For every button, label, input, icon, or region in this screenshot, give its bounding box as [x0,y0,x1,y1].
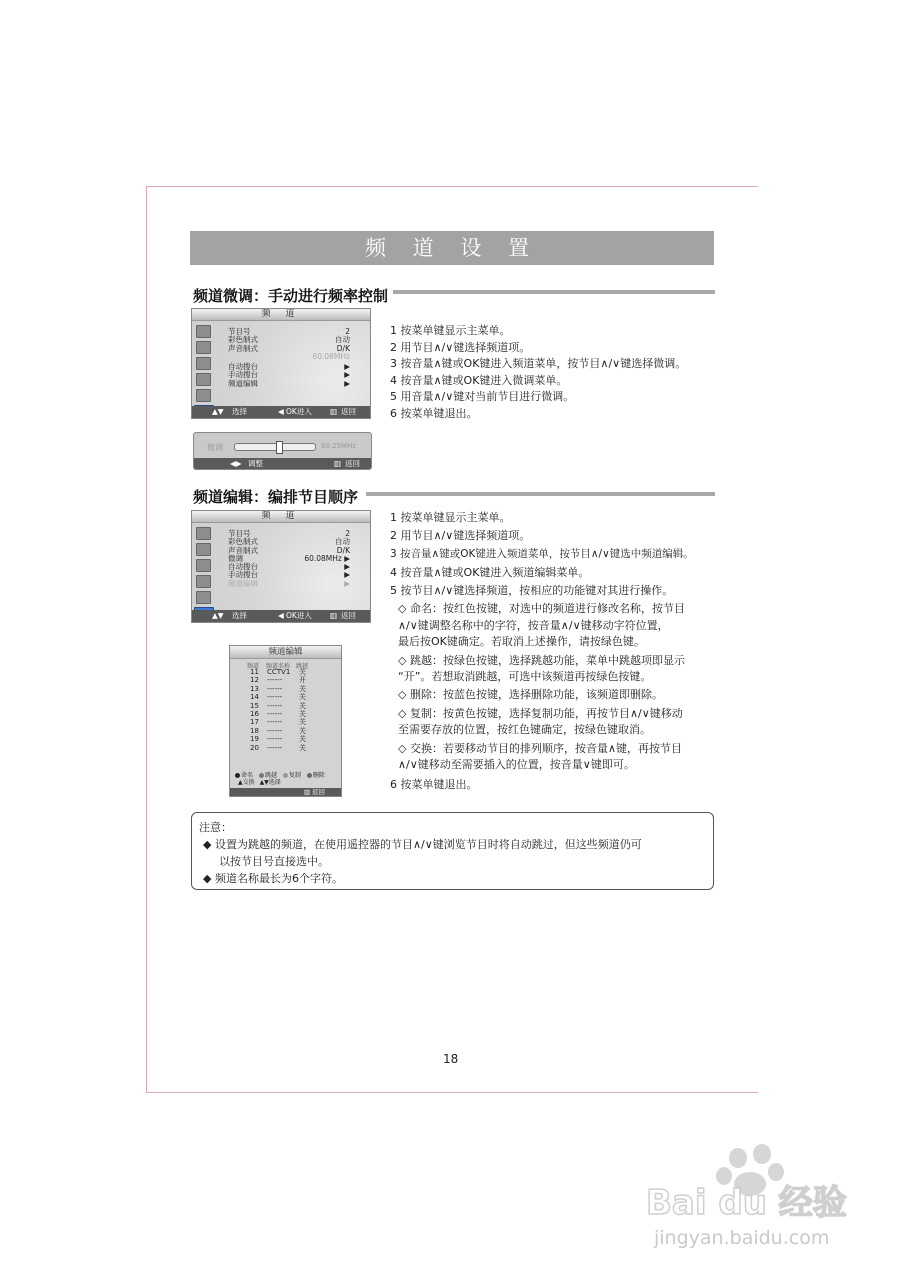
cell-ch: 17 [250,718,259,727]
col-name: 频道名称 [266,663,291,670]
top-rule [146,186,758,187]
sub-line: ◇ 删除：按蓝色按键，选择删除功能，该频道即删除。 [398,688,663,701]
step: 5 按节目∧/∨键选择频道，按相应的功能键对其进行操作。 [390,584,674,597]
step: 5 用音量∧/∨键对当前节目进行微调。 [390,390,575,403]
swap-icon: ▲ [238,779,243,786]
cell-skip: 关 [299,718,306,727]
cell-ch: 16 [250,709,259,718]
menu-icon-column [195,325,213,419]
menu-icon-column [195,527,213,623]
sub-line: “开”。若想取消跳越，可选中该频道再按绿色按键。 [398,670,652,683]
step: 2 用节目∧/∨键选择频道项。 [390,529,531,542]
sub-line: ◇ 命名：按红色按键，对选中的频道进行修改名称，按节目 [398,602,685,615]
menu-row-value: ▶ [344,370,350,380]
menu-footer [192,610,370,622]
cell-ch: 11 [250,668,259,676]
menu-row[interactable] [228,580,350,588]
sound-icon [196,341,211,354]
red-key-icon [235,773,240,778]
menu-row[interactable] [228,380,350,388]
bottom-rule [146,1092,758,1093]
cell-skip: 关 [299,709,306,718]
key-swap: 交换 [242,779,255,786]
cell-skip: 关 [299,701,306,710]
menu-key-icon: ▥ [330,611,338,620]
step: 3 按音量∧键或OK键进入频道菜单，按节目∧/∨键选择微调。 [390,357,687,370]
step: 2 用节目∧/∨键选择频道项。 [390,341,531,354]
step: 1 按菜单键显示主菜单。 [390,511,511,524]
note-title: 注意： [199,821,232,834]
menu-row-label: 微调 [228,553,243,563]
menu-row-value: 60.08MHz ▶ [304,553,350,563]
menu-row-label: 频道编辑 [228,578,258,588]
sub-line: 最后按OK键确定。若取消上述操作，请按绿色键。 [398,635,645,648]
footer-ok: OK进入 [286,407,312,416]
footer-back: 返回 [312,788,325,796]
page-title: 频 道 设 置 [190,231,714,265]
table-row[interactable] [230,744,341,752]
ok-icon: ◀ [278,611,284,620]
clock-icon [196,357,211,370]
cell-name: ------ [267,718,283,727]
updown-icon: ▲▼ [212,407,224,416]
menu-row-value: 自动 [335,335,350,345]
cell-name: ------ [267,735,283,744]
menu-rows [228,328,350,388]
menu-row-value: 自动 [335,537,350,547]
setup-icon [196,373,211,386]
green-key-icon [259,773,264,778]
section2-rule [366,492,715,496]
cell-skip: 关 [299,668,306,676]
menu-row-label: 彩色制式 [228,537,258,547]
edit-footer [230,788,341,796]
cell-ch: 15 [250,701,259,710]
footer-back: 返回 [345,459,360,468]
watermark-url: jingyan.baidu.com [654,1227,830,1249]
menu-row-value: ▶ [344,570,350,580]
screen-icon [196,591,211,604]
menu-row-label: 彩色制式 [228,335,258,345]
menu-row-label: 手动搜台 [228,370,258,380]
sub-line: ◇ 交换：若要移动节目的排列顺序，按音量∧键，再按节目 [398,742,683,755]
menu-row-label: 声音制式 [228,343,258,353]
menu-rows [228,530,350,588]
table-row[interactable] [230,702,341,710]
screen-icon [196,389,211,402]
cell-name: CCTV1 [267,668,291,676]
cell-name: ------ [267,684,283,693]
menu-row-value: ▶ [344,362,350,372]
footer-back: 返回 [341,407,356,416]
sub-line: ◇ 跳越：按绿色按键，选择跳越功能，菜单中跳越项即显示 [398,654,685,667]
select-icon: ▲▼ [259,779,269,786]
edit-rows [230,668,341,752]
picture-icon [196,325,211,338]
table-row[interactable] [230,710,341,718]
menu-row-label: 声音制式 [228,545,258,555]
finetune-label: 微调 [207,443,223,452]
updown-icon: ▲▼ [212,611,224,620]
section2-heading: 频道编辑：编排节目顺序 [193,488,359,506]
step: 3 按音量∧键或OK键进入频道菜单，按节目∧/∨键选中频道编辑。 [390,548,694,560]
table-row[interactable] [230,685,341,693]
page-number: 18 [443,1052,459,1066]
cell-skip: 关 [299,726,306,735]
menu-row[interactable] [228,353,350,361]
channel-menu-1 [191,308,371,419]
cell-name: ------ [267,743,283,752]
table-row[interactable] [230,676,341,684]
menu-row-label: 节目号 [228,327,251,336]
step: 6 按菜单键退出。 [390,778,478,791]
finetune-footer [194,458,371,469]
table-row[interactable] [230,693,341,701]
menu-header: 频 道 [192,511,370,523]
note-line: ◆ 频道名称最长为6个字符。 [203,872,343,885]
menu-row-value: ▶ [344,378,350,388]
menu-row-value: 2 [345,529,350,538]
menu-header: 频 道 [192,309,370,321]
cell-name: ------ [267,701,283,710]
key-select: 选择 [268,779,281,786]
table-row[interactable] [230,718,341,726]
cell-name: ------ [267,709,283,718]
cell-skip: 关 [299,743,306,752]
menu-row-value: 60.08MHz [312,351,350,361]
clock-icon [196,559,211,572]
sub-line: ◇ 复制：按黄色按键，选择复制功能，再按节目∧/∨键移动 [398,707,683,720]
finetune-slider[interactable] [234,443,316,451]
finetune-panel [193,432,372,470]
key-copy: 复制 [288,772,301,779]
col-channel: 频道 [247,663,260,670]
footer-select: 选择 [232,407,247,416]
menu-row-label: 手动搜台 [228,570,258,580]
baidu-watermark [644,1140,854,1260]
edit-header: 频道编辑 [230,646,341,659]
cell-skip: 开 [299,676,306,685]
leftright-icon: ◀▶ [230,459,242,468]
edit-keys [235,772,341,786]
menu-row-value: ▶ [344,578,350,588]
note-line: 以按节目号直接选中。 [219,855,329,868]
step: 4 按音量∧键或OK键进入微调菜单。 [390,374,568,387]
footer-back: 返回 [341,611,356,620]
cell-name: ------ [267,726,283,735]
picture-icon [196,527,211,540]
menu-row-value: D/K [336,343,350,353]
menu-row-value: D/K [336,545,350,555]
menu-footer [192,406,370,418]
left-rule [146,186,147,1093]
footer-select: 选择 [232,611,247,620]
footer-ok: OK进入 [286,611,312,620]
table-row[interactable] [230,735,341,743]
menu-key-icon: ▥ [330,407,338,416]
menu-key-icon: ▥ [304,788,311,796]
step: 4 按音量∧键或OK键进入频道编辑菜单。 [390,566,590,579]
cell-ch: 14 [250,693,259,702]
cell-skip: 关 [299,693,306,702]
table-row[interactable] [230,668,341,676]
finetune-value: 60.25MHz [321,442,357,450]
menu-row-label: 频道编辑 [228,378,258,388]
step: 1 按菜单键显示主菜单。 [390,324,511,337]
section1-heading: 频道微调：手动进行频率控制 [193,287,389,305]
cell-name: ------ [267,676,283,685]
menu-row-label: 自动搜台 [228,362,258,372]
key-skip: 跳越 [264,772,277,779]
blue-key-icon [307,773,312,778]
sub-line: ∧/∨键调整名称中的字符，按音量∧/∨键移动字符位置， [398,619,669,632]
sound-icon [196,543,211,556]
menu-row-value: ▶ [344,562,350,572]
cell-ch: 13 [250,684,259,693]
step: 6 按菜单键退出。 [390,407,478,420]
watermark-brand: Bai du 经验 [646,1183,847,1223]
setup-icon [196,575,211,588]
cell-skip: 关 [299,735,306,744]
note-box [191,812,714,890]
key-delete: 删除 [312,772,325,779]
cell-ch: 18 [250,726,259,735]
cell-ch: 19 [250,735,259,744]
note-line: ◆ 设置为跳越的频道，在使用遥控器的节目∧/∨键浏览节目时将自动跳过，但这些频道仍可 [203,838,642,851]
yellow-key-icon [283,773,288,778]
channel-menu-2 [191,510,371,623]
key-rename: 命名 [241,772,254,779]
cell-skip: 关 [299,684,306,693]
channel-edit-menu [229,645,342,797]
ok-icon: ◀ [278,407,284,416]
menu-key-icon: ▥ [334,459,342,468]
section1-rule [393,290,715,294]
menu-row-label: 自动搜台 [228,562,258,572]
cell-ch: 20 [250,743,259,752]
menu-row-value: 2 [345,327,350,336]
sub-line: 至需要存放的位置，按红色键确定，按绿色键取消。 [398,723,651,736]
slider-thumb[interactable] [276,441,283,454]
sub-line: ∧/∨键移动至需要插入的位置，按音量∨键即可。 [398,758,635,771]
cell-ch: 12 [250,676,259,685]
menu-row-label: 节目号 [228,529,251,538]
table-row[interactable] [230,727,341,735]
footer-adjust: 调整 [248,459,263,468]
col-skip: 跳越 [296,663,309,670]
cell-name: ------ [267,693,283,702]
